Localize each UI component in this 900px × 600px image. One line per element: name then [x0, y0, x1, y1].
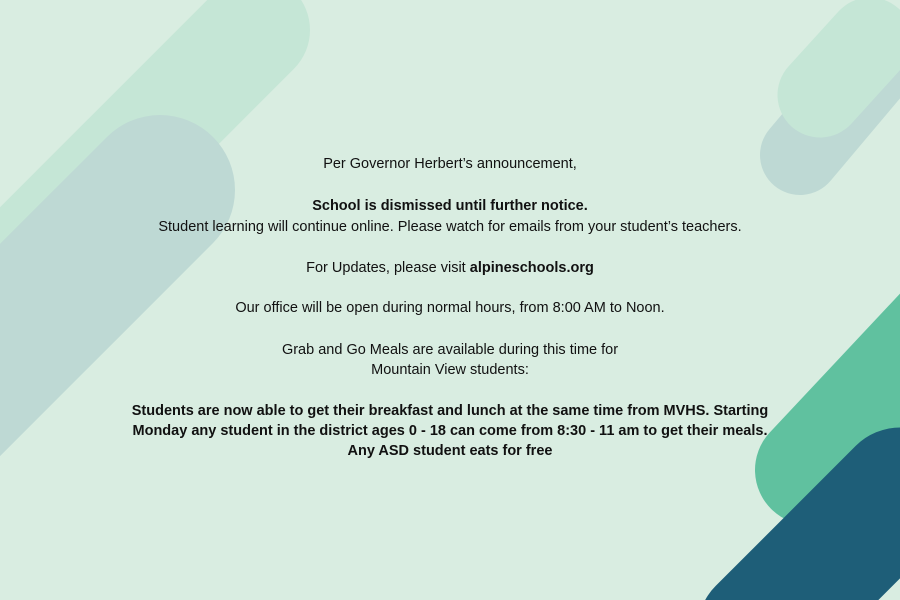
updates-line — [0, 258, 900, 278]
updates-prefix: For Updates, please visit — [306, 260, 470, 276]
meals-text-line-1: Grab and Go Meals are available during this time for — [281, 342, 619, 358]
online-learning-text: Student learning will continue online. Please watch for emails from your student’s teachers. — [158, 219, 742, 235]
meals-text-line-2: Mountain View students: — [371, 362, 529, 378]
meals-detail-line-3: Any ASD student eats for free — [347, 443, 553, 459]
intro-text: Per Governor Herbert’s announcement, — [323, 156, 577, 172]
meals-detail-line-1: Students are now able to get their breakfast and lunch at the same time from MVHS. Starting — [131, 403, 769, 419]
updates-link[interactable]: alpineschools.org — [469, 260, 594, 276]
office-hours-text: Our office will be open during normal hours, from 8:00 AM to Noon. — [235, 300, 665, 316]
meals-detail-line-2: Monday any student in the district ages 0 - 18 can come from 8:30 - 11 am to get their meals. — [132, 423, 768, 439]
dismissal-heading: School is dismissed until further notice. — [312, 198, 588, 214]
